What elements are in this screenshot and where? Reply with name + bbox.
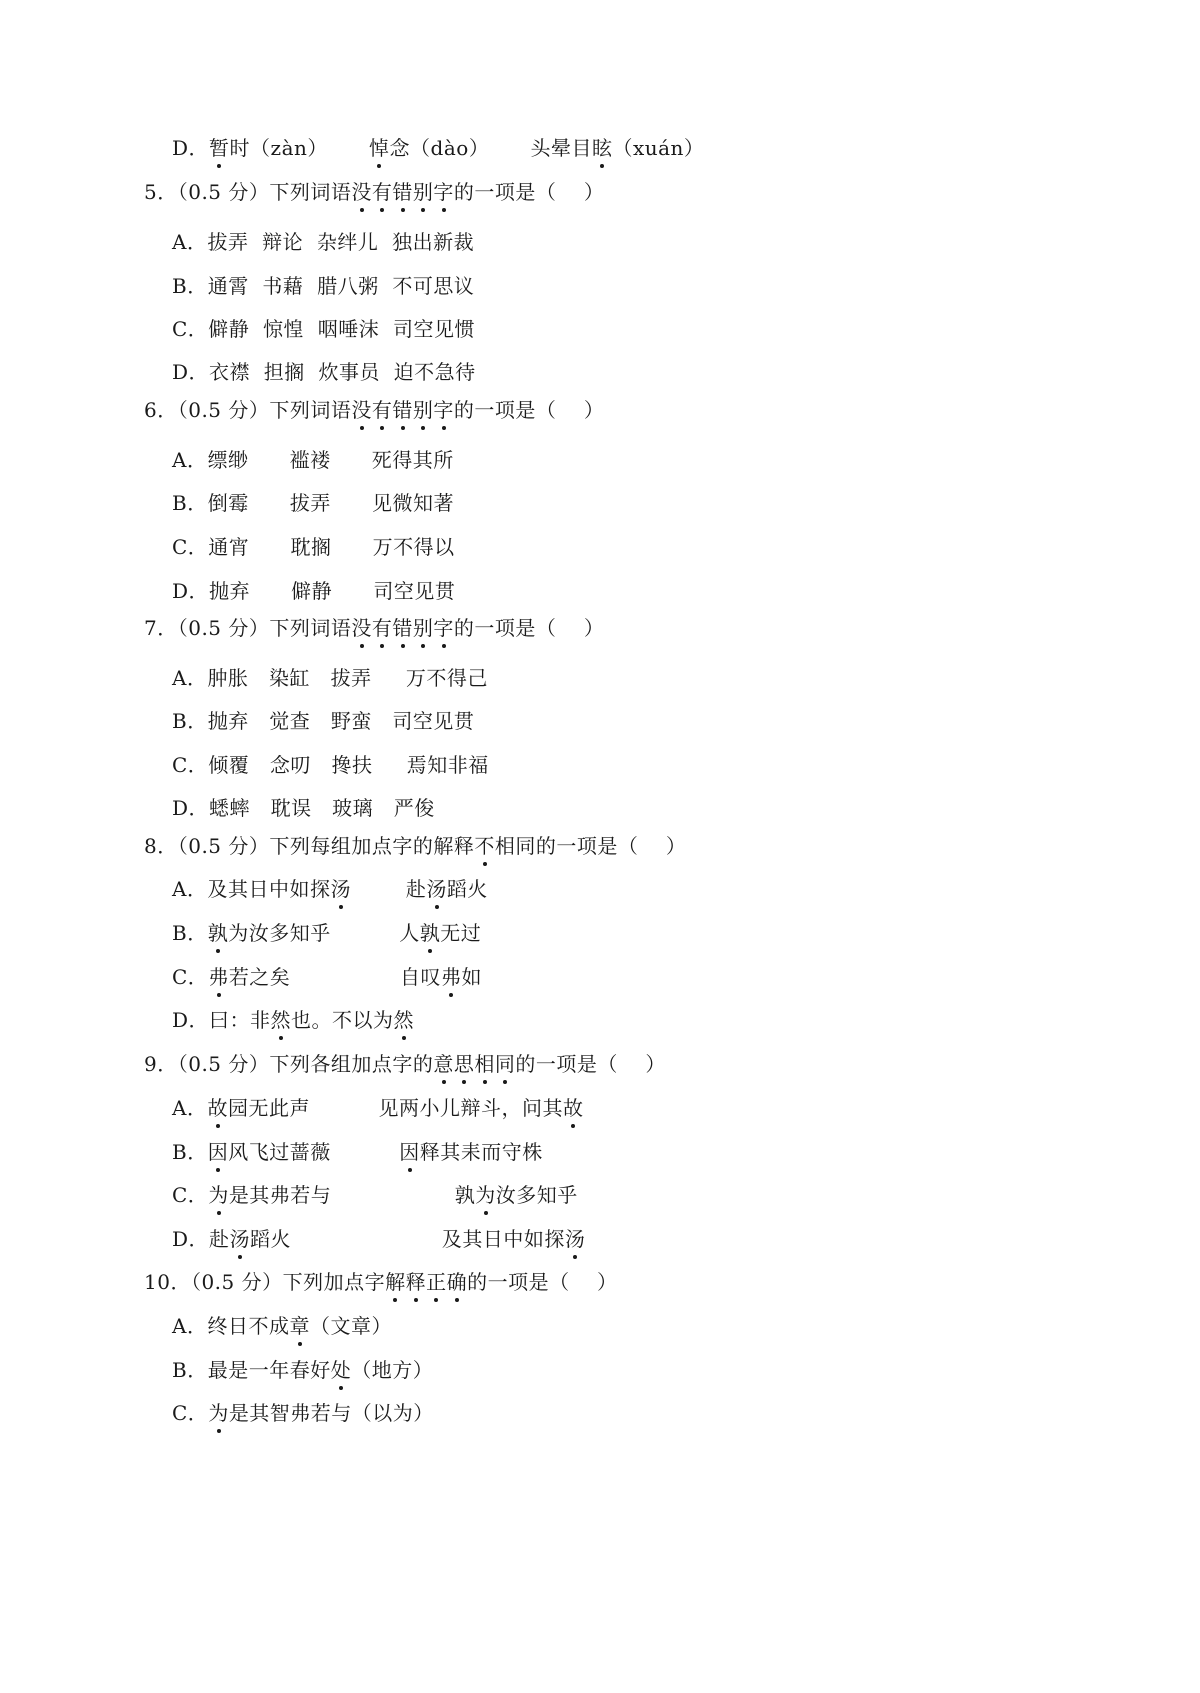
- text-segment: 赴: [350, 877, 427, 901]
- text-segment: B．通霄 书藉 腊八粥 不可思议: [172, 274, 475, 298]
- question-stem: [144, 1268, 618, 1296]
- emphasis-dot-char: 处: [330, 1358, 352, 1382]
- text-segment: C．倾覆 念叨 搀扶 焉知非福: [172, 753, 489, 777]
- answer-option: [172, 1356, 433, 1384]
- answer-option: [172, 963, 482, 991]
- text-segment: A．终日不成: [172, 1314, 290, 1338]
- text-segment: C．: [172, 1183, 209, 1207]
- emphasis-dot-char: 汤: [564, 1227, 586, 1251]
- emphasis-dot-char: 不: [474, 834, 495, 858]
- answer-option: [172, 577, 455, 605]
- text-segment: 释其耒而守株: [419, 1140, 543, 1164]
- answer-option: [172, 664, 488, 692]
- emphasis-dot-char: 别: [412, 180, 434, 204]
- text-segment: 也。不以为: [291, 1008, 394, 1032]
- emphasis-dot-char: 正: [426, 1270, 447, 1294]
- text-segment: D．: [172, 136, 210, 160]
- text-segment: 的一项是（ ）: [453, 616, 605, 640]
- emphasis-dot-char: 别: [412, 616, 434, 640]
- text-segment: B．: [172, 1140, 208, 1164]
- answer-option: [172, 446, 454, 474]
- text-segment: 7．（0.5 分）下列词语: [144, 616, 352, 640]
- emphasis-dot-char: 为: [475, 1183, 496, 1207]
- text-segment: 如: [461, 965, 483, 989]
- emphasis-dot-char: 汤: [229, 1227, 251, 1251]
- emphasis-dot-char: 解: [385, 1270, 406, 1294]
- text-segment: 园无此声 见两小儿辩斗，问其: [227, 1096, 564, 1120]
- answer-option: [172, 1094, 584, 1122]
- text-segment: 是其弗若与 孰: [228, 1183, 476, 1207]
- text-segment: 风飞过蔷薇: [228, 1140, 400, 1164]
- emphasis-dot-char: 字: [433, 180, 454, 204]
- text-segment: 汝多知乎: [495, 1183, 578, 1207]
- question-stem: [144, 832, 686, 860]
- text-segment: D．曰：非: [172, 1008, 271, 1032]
- text-segment: A．: [172, 1096, 208, 1120]
- text-segment: 8．（0.5 分）下列每组加点字的解释: [144, 834, 475, 858]
- question-stem: [144, 178, 604, 206]
- text-segment: （文章）: [309, 1314, 392, 1338]
- emphasis-dot-char: 有: [371, 616, 393, 640]
- emphasis-dot-char: 意: [433, 1052, 454, 1076]
- question-stem: [144, 396, 604, 424]
- emphasis-dot-char: 思: [453, 1052, 475, 1076]
- text-segment: 的一项是（ ）: [467, 1270, 618, 1294]
- text-segment: 为汝多知乎 人: [228, 921, 420, 945]
- text-segment: B．: [172, 921, 208, 945]
- answer-option: [172, 1399, 434, 1427]
- text-segment: C．: [172, 1401, 209, 1425]
- text-segment: （地方）: [351, 1358, 434, 1382]
- answer-option: [172, 228, 474, 256]
- answer-option: [172, 1312, 392, 1340]
- text-segment: 10．（0.5 分）下列加点字: [144, 1270, 386, 1294]
- emphasis-dot-char: 字: [433, 398, 454, 422]
- text-segment: C．僻静 惊惶 咽唾沫 司空见惯: [172, 317, 475, 341]
- text-segment: D．抛弃 僻静 司空见贯: [172, 579, 456, 603]
- text-segment: 相同的一项是（ ）: [494, 834, 687, 858]
- text-segment: D．衣襟 担搁 炊事员 迫不急待: [172, 360, 476, 384]
- text-segment: 的一项是（ ）: [515, 1052, 666, 1076]
- emphasis-dot-char: 有: [371, 398, 393, 422]
- answer-option: [172, 919, 481, 947]
- question-stem: [144, 1050, 666, 1078]
- emphasis-dot-char: 没: [351, 180, 372, 204]
- answer-option: [172, 707, 474, 735]
- emphasis-dot-char: 弗: [441, 965, 462, 989]
- emphasis-dot-char: 错: [392, 616, 413, 640]
- emphasis-dot-char: 孰: [207, 921, 229, 945]
- answer-option: [172, 751, 489, 779]
- emphasis-dot-char: 为: [208, 1183, 229, 1207]
- answer-option: [172, 272, 474, 300]
- answer-option: [172, 533, 455, 561]
- text-segment: 6．（0.5 分）下列词语: [144, 398, 352, 422]
- text-segment: 5．（0.5 分）下列词语: [144, 180, 352, 204]
- emphasis-dot-char: 有: [371, 180, 393, 204]
- emphasis-dot-char: 故: [563, 1096, 584, 1120]
- question-stem: [144, 614, 604, 642]
- text-segment: （xuán）: [612, 136, 705, 160]
- emphasis-dot-char: 故: [207, 1096, 228, 1120]
- emphasis-dot-char: 章: [289, 1314, 310, 1338]
- text-segment: 无过: [440, 921, 482, 945]
- text-segment: C．通宵 耽搁 万不得以: [172, 535, 455, 559]
- answer-option: [172, 794, 435, 822]
- emphasis-dot-char: 汤: [426, 877, 447, 901]
- answer-option: [172, 489, 454, 517]
- text-segment: A．肿胀 染缸 拔弄 万不得己: [172, 666, 488, 690]
- text-segment: 念（dào） 头晕目: [389, 136, 592, 160]
- emphasis-dot-char: 因: [207, 1140, 229, 1164]
- emphasis-dot-char: 为: [208, 1401, 229, 1425]
- answer-option: [172, 1225, 585, 1253]
- emphasis-dot-char: 确: [446, 1270, 468, 1294]
- emphasis-dot-char: 汤: [330, 877, 351, 901]
- emphasis-dot-char: 弗: [208, 965, 229, 989]
- answer-option: [172, 358, 476, 386]
- emphasis-dot-char: 别: [412, 398, 434, 422]
- text-segment: 时（zàn）: [229, 136, 370, 160]
- text-segment: 蹈火: [446, 877, 488, 901]
- emphasis-dot-char: 悼: [369, 136, 390, 160]
- emphasis-dot-char: 字: [433, 616, 454, 640]
- text-segment: A．缥缈 褴褛 死得其所: [172, 448, 454, 472]
- text-segment: 的一项是（ ）: [453, 398, 605, 422]
- answer-option: [172, 134, 704, 162]
- answer-option: [172, 1181, 578, 1209]
- emphasis-dot-char: 相: [474, 1052, 495, 1076]
- text-segment: D．蟋蟀 耽误 玻璃 严俊: [172, 796, 435, 820]
- text-segment: 蹈火 及其日中如探: [250, 1227, 565, 1251]
- answer-option: [172, 1006, 414, 1034]
- text-segment: 9．（0.5 分）下列各组加点字的: [144, 1052, 434, 1076]
- emphasis-dot-char: 没: [351, 398, 372, 422]
- text-segment: 的一项是（ ）: [453, 180, 605, 204]
- emphasis-dot-char: 因: [399, 1140, 420, 1164]
- emphasis-dot-char: 眩: [591, 136, 613, 160]
- emphasis-dot-char: 错: [392, 398, 413, 422]
- answer-option: [172, 875, 488, 903]
- emphasis-dot-char: 同: [494, 1052, 516, 1076]
- emphasis-dot-char: 孰: [419, 921, 441, 945]
- text-segment: C．: [172, 965, 209, 989]
- text-segment: A．拔弄 辩论 杂绊儿 独出新裁: [172, 230, 475, 254]
- emphasis-dot-char: 然: [393, 1008, 415, 1032]
- emphasis-dot-char: 释: [405, 1270, 427, 1294]
- text-segment: B．抛弃 觉查 野蛮 司空见贯: [172, 709, 475, 733]
- text-segment: 是其智弗若与（以为）: [228, 1401, 434, 1425]
- text-segment: 若之矣 自叹: [228, 965, 442, 989]
- text-segment: A．及其日中如探: [172, 877, 331, 901]
- emphasis-dot-char: 暂: [209, 136, 230, 160]
- answer-option: [172, 1138, 543, 1166]
- text-segment: B．最是一年春好: [172, 1358, 331, 1382]
- emphasis-dot-char: 错: [392, 180, 413, 204]
- text-segment: B．倒霉 拔弄 见微知著: [172, 491, 454, 515]
- emphasis-dot-char: 然: [270, 1008, 292, 1032]
- answer-option: [172, 315, 475, 343]
- text-segment: D．赴: [172, 1227, 230, 1251]
- emphasis-dot-char: 没: [351, 616, 372, 640]
